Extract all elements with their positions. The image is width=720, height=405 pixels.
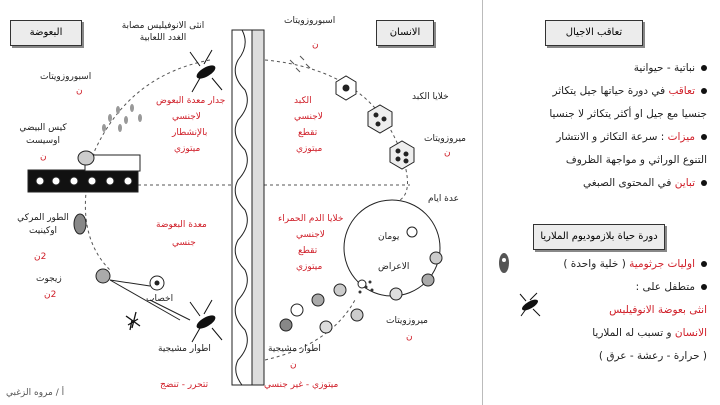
note-line: [609, 304, 707, 316]
bullet-icon: [701, 261, 707, 267]
note-line: [563, 258, 707, 270]
label-rbc-sub1: لاجنسي: [296, 230, 325, 240]
body-wall: [232, 30, 264, 385]
n2-mark-2: 2ن: [44, 290, 57, 300]
bullet-icon: [701, 134, 707, 140]
note-text: في المحتوى الصبغي: [583, 177, 675, 189]
notes-subtitle: دورة حياة بلازموديوم الملاريا: [533, 224, 665, 250]
label-stomach-sub: جنسي: [172, 238, 196, 248]
note-text: تعاقب: [668, 85, 695, 97]
label-trophozoite: يومان: [378, 232, 400, 242]
note-text: انثى بعوضة الانوفيليس: [609, 304, 707, 316]
label-stomach: معدة البعوضة: [156, 220, 207, 230]
label-liver: الكبد: [294, 96, 312, 106]
bullet-icon: [701, 65, 707, 71]
notes-panel: [482, 0, 720, 405]
label-rbc-sub2: تقطع: [298, 246, 318, 256]
note-text: و تسبب له الملاريا: [592, 327, 675, 339]
label-sporozoites-top-right: اسبوروزويتات: [284, 16, 336, 26]
n-mark-4: ن: [444, 148, 451, 158]
note-text: التنوع الوراثي و مواجهة الظروف: [565, 154, 707, 166]
label-liver-sub3: ميتوزي: [296, 144, 323, 154]
n-mark-2: ن: [76, 86, 83, 96]
label-wall-sub2: بالإنشطار: [172, 128, 208, 138]
n-mark-1: ن: [312, 40, 319, 50]
label-zygote: زيجوت: [36, 274, 62, 284]
label-oocyst: كيس البيضي اوسيست: [19, 123, 67, 146]
author-label: أ / مروه الزغبي: [6, 388, 65, 398]
label-sporozoites-left: اسبوروزويتات: [40, 72, 92, 82]
parasite-icon: [497, 252, 511, 274]
note-text: الانسان: [674, 327, 707, 339]
label-gametocytes-right: اطوار مشيجية: [268, 344, 321, 354]
liver-stages: [336, 76, 414, 169]
zygote: [96, 269, 110, 283]
note-line: [592, 327, 707, 339]
bullet-icon: [701, 284, 707, 290]
bullet-icon: [701, 180, 707, 186]
n-mark-6: ن: [290, 360, 297, 370]
note-text: تباين: [674, 177, 695, 189]
male-gametes: [126, 312, 140, 330]
note-text: متطفل على :: [635, 281, 695, 293]
mosquito-icon: [190, 50, 222, 342]
notes-title: تعاقب الاجيال: [545, 20, 643, 46]
note-line: [599, 350, 707, 362]
n-mark-3: ن: [40, 152, 47, 162]
label-wall-sub1: لاجنسي: [172, 112, 201, 122]
gametocyte-series: [280, 284, 363, 333]
label-wall: جدار معدة البعوض: [156, 96, 226, 106]
box-human: الانسان: [376, 20, 434, 46]
note-line: [566, 154, 707, 166]
note-text: ميزات: [667, 131, 695, 143]
n2-mark-1: 2ن: [34, 252, 47, 262]
note-text: نباتية - حيوانية: [633, 62, 695, 74]
n-mark-5: ن: [406, 332, 413, 342]
label-several-days: عدة ايام: [428, 194, 459, 204]
note-line: [552, 85, 707, 97]
box-mosquito: البعوضة: [10, 20, 82, 46]
label-fertilize: اخصاب: [146, 294, 174, 304]
mosquito-icon: [517, 292, 543, 318]
label-merozoites-bottom: ميروزويتات: [386, 316, 428, 326]
label-gametocytes-left: اطوار مشيجية: [158, 344, 211, 354]
label-wall-sub3: ميتوزي: [174, 144, 201, 154]
note-text: في دورة حياتها جيل يتكاثر: [552, 85, 669, 97]
ookinete: [74, 214, 86, 234]
label-ookinete: الطور المركي اوكينيت: [17, 213, 69, 236]
label-merozoites-top: ميروزويتات: [424, 134, 466, 144]
note-text: اوليات جرثومية: [629, 258, 695, 270]
bullet-icon: [701, 88, 707, 94]
note-line: [636, 281, 707, 293]
label-gametocytes-left-sub: تتحرر - تنضج: [160, 380, 209, 390]
note-text: ( خلية واحدة ): [563, 258, 630, 270]
label-rbc-sub3: ميتوزي: [296, 262, 323, 272]
label-liver-cells: خلايا الكبد: [412, 92, 449, 102]
label-transfer: انثى الانوفيليس مصابة الغدد اللعابية: [121, 21, 205, 43]
label-liver-sub2: تقطع: [298, 128, 318, 138]
note-line: [556, 131, 707, 143]
label-symptoms: الاعراض: [378, 262, 410, 272]
note-line: [634, 62, 707, 74]
label-rbc: خلايا الدم الحمراء: [278, 214, 344, 224]
note-text: جنسيا مع جيل او أكثر يتكاثر لا جنسيا: [549, 108, 707, 120]
note-line: [583, 177, 707, 189]
label-gametocytes-right-sub: ميتوزي - غير جنسي: [264, 380, 339, 390]
label-liver-sub1: لاجنسي: [294, 112, 323, 122]
note-line: [549, 108, 707, 120]
note-text: ( حرارة - رعشة - عرق ): [598, 350, 707, 362]
note-text: : سرعة التكاثر و الانتشار: [556, 131, 668, 143]
